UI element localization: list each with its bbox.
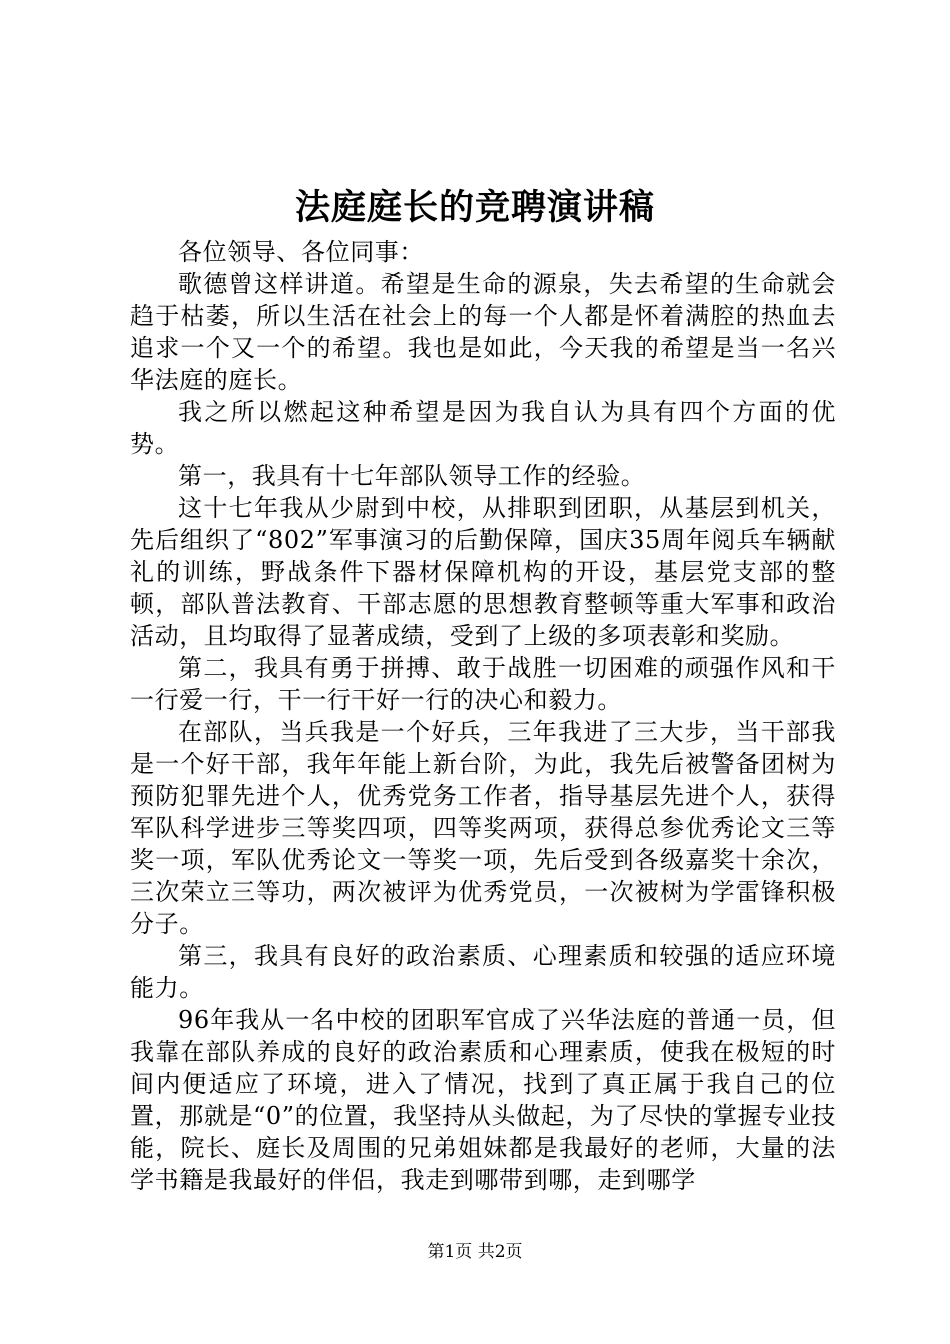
paragraph-second-detail: 在部队，当兵我是一个好兵，三年我进了三大步，当干部我是一个好干部，我年年能上新台阶，为此，我先后被警备团树为预防犯罪先进个人，优秀党务工作者，指导基层先进个人，获得军队科学进步三等奖四项，四等奖两项，获得总参优秀论文三等奖一项，军队优秀论文一等奖一项，先后受到各级嘉奖十余次，三次荣立三等功，两次被评为优秀党员，一次被树为学雷锋积极分子。 — [130, 718, 836, 938]
paragraph-first-heading: 第一，我具有十七年部队领导工作的经验。 — [178, 462, 646, 490]
paragraph-third-detail: 96年我从一名中校的团职军官成了兴华法庭的普通一员，但我靠在部队养成的良好的政治素质和心理素质，使我在极短的时间内便适应了环境，进入了情况，找到了真正属于我自己的位置，那就是“0”的位置，我坚持从头做起，为了尽快的掌握专业技能，院长、庭长及周围的兄弟姐妹都是我最好的老师，大量的法学书籍是我最好的伴侣，我走到哪带到哪，走到哪学 — [130, 1006, 836, 1194]
paragraph-goethe-quote: 歌德曾这样讲道。希望是生命的源泉，失去希望的生命就会趋于枯萎，所以生活在社会上的每一个人都是怀着满腔的热血去追求一个又一个的希望。我也是如此，今天我的希望是当一名兴华法庭的庭长。 — [130, 270, 836, 394]
paragraph-salutation: 各位领导、各位同事： — [178, 238, 424, 266]
paragraph-second-heading: 第二，我具有勇于拼搏、敢于战胜一切困难的顽强作风和干一行爱一行，干一行干好一行的决心和毅力。 — [130, 654, 836, 714]
document-title: 法庭庭长的竞聘演讲稿 — [294, 187, 655, 228]
page-footer: 第1页 共2页 — [427, 1242, 523, 1262]
paragraph-third-heading: 第三，我具有良好的政治素质、心理素质和较强的适应环境能力。 — [130, 942, 836, 1002]
paragraph-advantages-intro: 我之所以燃起这种希望是因为我自认为具有四个方面的优势。 — [130, 398, 836, 458]
paragraph-first-detail: 这十七年我从少尉到中校，从排职到团职，从基层到机关，先后组织了“802”军事演习的后勤保障，国庆35周年阅兵车辆献礼的训练，野战条件下器材保障机构的开设，基层党支部的整顿，部队普法教育、干部志愿的思想教育整顿等重大军事和政治活动，且均取得了显著成绩，受到了上级的多项表彰和奖励。 — [130, 494, 836, 650]
document-body — [130, 236, 836, 1196]
